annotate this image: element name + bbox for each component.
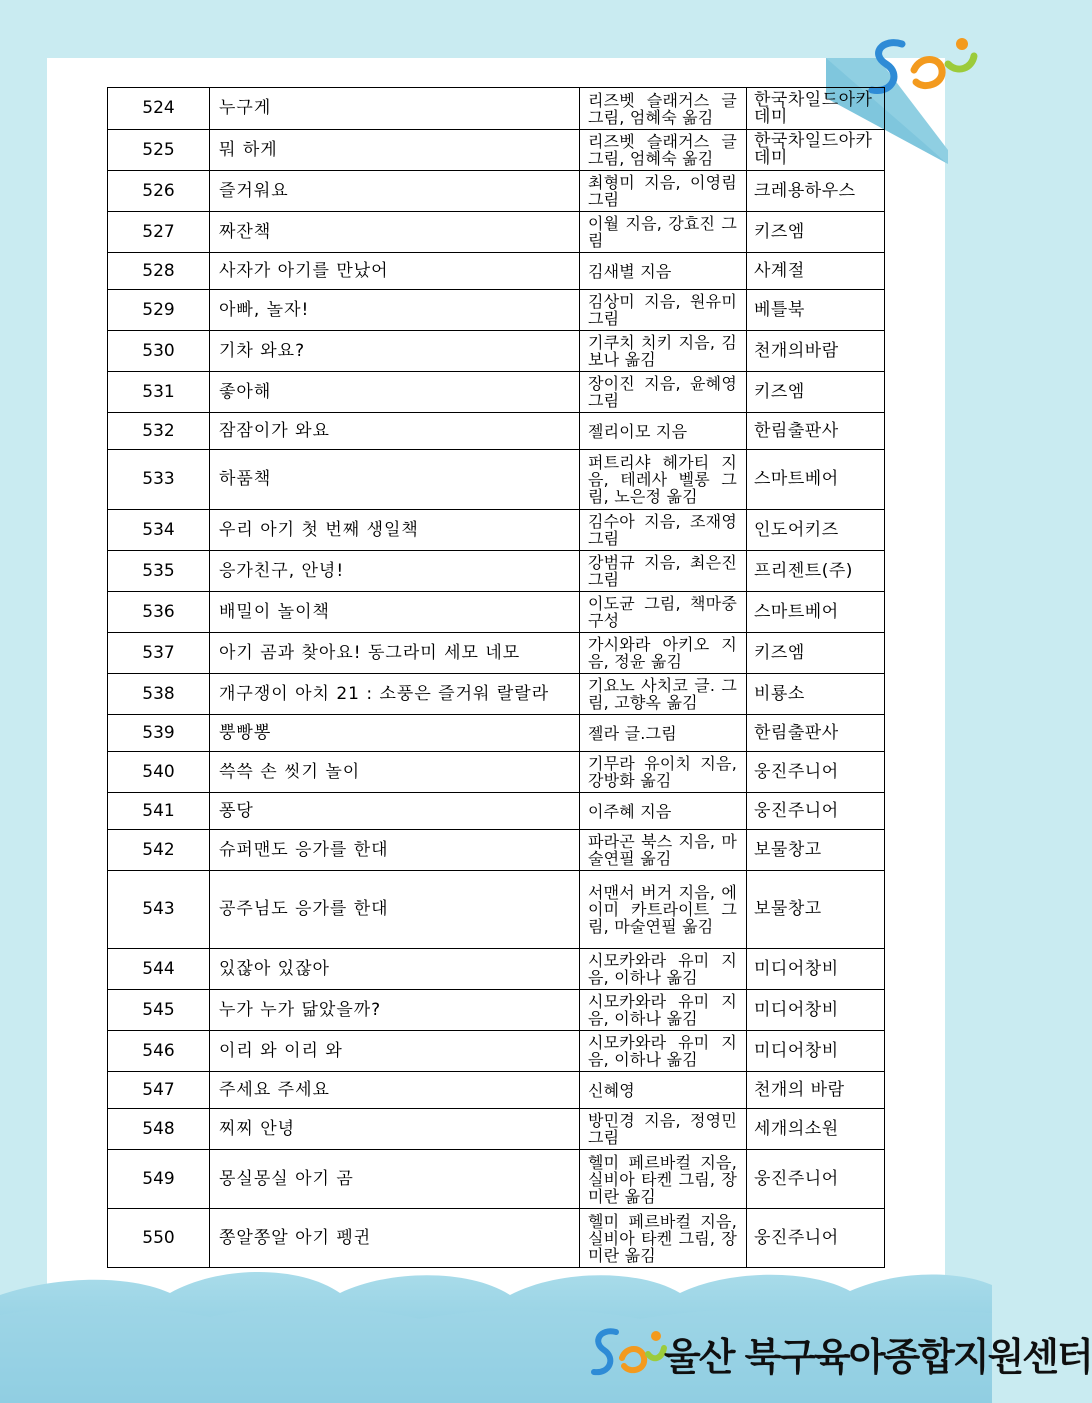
book-number: 532 xyxy=(108,413,210,450)
book-author: 김새별 지음 xyxy=(580,253,747,290)
book-number: 526 xyxy=(108,171,210,212)
book-publisher: 미디어창비 xyxy=(747,949,885,990)
book-number: 547 xyxy=(108,1072,210,1109)
table-row xyxy=(108,171,885,212)
book-number: 529 xyxy=(108,290,210,331)
book-author: 가시와라 아키오 지음, 정윤 옮김 xyxy=(580,633,747,674)
book-number: 525 xyxy=(108,130,210,171)
book-publisher: 키즈엠 xyxy=(747,633,885,674)
book-title: 사자가 아기를 만났어 xyxy=(210,253,580,290)
book-author: 최형미 지음, 이영림 그림 xyxy=(580,171,747,212)
table-row xyxy=(108,212,885,253)
table-row xyxy=(108,331,885,372)
book-title: 쫑알쫑알 아기 펭귄 xyxy=(210,1209,580,1268)
book-title: 뭐 하게 xyxy=(210,130,580,171)
book-author: 서맨서 버거 지음, 에이미 카트라이트 그림, 마술연필 옮김 xyxy=(580,871,747,949)
table-row xyxy=(108,871,885,949)
book-publisher: 인도어키즈 xyxy=(747,510,885,551)
book-author: 리즈벳 슬래거스 글 그림, 엄혜숙 옮김 xyxy=(580,88,747,130)
book-author: 신혜영 xyxy=(580,1072,747,1109)
table-row xyxy=(108,372,885,413)
book-author: 헬미 페르바컬 지음, 실비아 타켄 그림, 장미란 옮김 xyxy=(580,1209,747,1268)
table-row xyxy=(108,413,885,450)
table-row xyxy=(108,752,885,793)
book-title: 누구게 xyxy=(210,88,580,130)
table-row xyxy=(108,1072,885,1109)
book-publisher: 천개의 바람 xyxy=(747,1072,885,1109)
table-row xyxy=(108,450,885,510)
book-publisher: 웅진주니어 xyxy=(747,1209,885,1268)
book-author: 젤리이모 지음 xyxy=(580,413,747,450)
table-row xyxy=(108,793,885,830)
book-publisher: 보물창고 xyxy=(747,830,885,871)
book-title: 잠잠이가 와요 xyxy=(210,413,580,450)
book-number: 527 xyxy=(108,212,210,253)
table-row xyxy=(108,1031,885,1072)
book-title: 배밀이 놀이책 xyxy=(210,592,580,633)
book-number: 530 xyxy=(108,331,210,372)
table-row xyxy=(108,290,885,331)
book-author: 이주혜 지음 xyxy=(580,793,747,830)
book-title: 응가친구, 안녕! xyxy=(210,551,580,592)
book-author: 퍼트리샤 헤가티 지음, 테레사 벨롱 그림, 노은정 옮김 xyxy=(580,450,747,510)
book-author: 기쿠치 치키 지음, 김보나 옮김 xyxy=(580,331,747,372)
book-publisher: 사계절 xyxy=(747,253,885,290)
book-title: 아빠, 놀자! xyxy=(210,290,580,331)
table-row xyxy=(108,1109,885,1150)
book-author: 장이진 지음, 윤혜영 그림 xyxy=(580,372,747,413)
table-row xyxy=(108,949,885,990)
table-row xyxy=(108,551,885,592)
book-number: 533 xyxy=(108,450,210,510)
book-number: 536 xyxy=(108,592,210,633)
book-number: 538 xyxy=(108,674,210,715)
book-title: 우리 아기 첫 번째 생일책 xyxy=(210,510,580,551)
book-author: 시모카와라 유미 지음, 이하나 옮김 xyxy=(580,990,747,1031)
book-publisher: 미디어창비 xyxy=(747,990,885,1031)
book-publisher: 프리젠트(주) xyxy=(747,551,885,592)
book-author: 이월 지음, 강효진 그림 xyxy=(580,212,747,253)
book-publisher: 웅진주니어 xyxy=(747,1150,885,1209)
book-number: 537 xyxy=(108,633,210,674)
book-list-table xyxy=(107,87,885,1268)
book-publisher: 보물창고 xyxy=(747,871,885,949)
book-author: 강범규 지음, 최은진 그림 xyxy=(580,551,747,592)
book-author: 젤라 글.그림 xyxy=(580,715,747,752)
book-author: 파라곤 북스 지음, 마술연필 옮김 xyxy=(580,830,747,871)
book-title: 있잖아 있잖아 xyxy=(210,949,580,990)
book-title: 좋아해 xyxy=(210,372,580,413)
book-publisher: 한림출판사 xyxy=(747,413,885,450)
book-number: 528 xyxy=(108,253,210,290)
book-author: 헬미 페르바컬 지음, 실비아 타켄 그림, 장미란 옮김 xyxy=(580,1150,747,1209)
table-row xyxy=(108,990,885,1031)
book-number: 550 xyxy=(108,1209,210,1268)
book-author: 기요노 사치코 글. 그림, 고향옥 옮김 xyxy=(580,674,747,715)
book-number: 539 xyxy=(108,715,210,752)
book-publisher: 키즈엠 xyxy=(747,372,885,413)
book-publisher: 한국차일드아카데미 xyxy=(747,130,885,171)
book-publisher: 세개의소원 xyxy=(747,1109,885,1150)
book-title: 기차 와요? xyxy=(210,331,580,372)
book-number: 541 xyxy=(108,793,210,830)
book-title: 아기 곰과 찾아요! 동그라미 세모 네모 xyxy=(210,633,580,674)
book-number: 524 xyxy=(108,88,210,130)
book-title: 뿡빵뽕 xyxy=(210,715,580,752)
table-row xyxy=(108,88,885,130)
table-row xyxy=(108,510,885,551)
book-author: 방민경 지음, 정영민 그림 xyxy=(580,1109,747,1150)
book-number: 543 xyxy=(108,871,210,949)
book-title: 주세요 주세요 xyxy=(210,1072,580,1109)
book-author: 김수아 지음, 조재영 그림 xyxy=(580,510,747,551)
book-author: 리즈벳 슬래거스 글 그림, 엄혜숙 옮김 xyxy=(580,130,747,171)
book-number: 535 xyxy=(108,551,210,592)
book-number: 531 xyxy=(108,372,210,413)
book-title: 공주님도 응가를 한대 xyxy=(210,871,580,949)
book-number: 534 xyxy=(108,510,210,551)
book-publisher: 한림출판사 xyxy=(747,715,885,752)
book-number: 549 xyxy=(108,1150,210,1209)
book-title: 슈퍼맨도 응가를 한대 xyxy=(210,830,580,871)
book-author: 이도균 그림, 책마중 구성 xyxy=(580,592,747,633)
table-row xyxy=(108,130,885,171)
table-row xyxy=(108,253,885,290)
book-title: 즐거워요 xyxy=(210,171,580,212)
book-title: 누가 누가 닮았을까? xyxy=(210,990,580,1031)
book-publisher: 크레용하우스 xyxy=(747,171,885,212)
book-publisher: 비룡소 xyxy=(747,674,885,715)
table-row xyxy=(108,633,885,674)
book-publisher: 웅진주니어 xyxy=(747,752,885,793)
book-title: 몽실몽실 아기 곰 xyxy=(210,1150,580,1209)
table-row xyxy=(108,1150,885,1209)
book-author: 시모카와라 유미 지음, 이하나 옮김 xyxy=(580,949,747,990)
table-row xyxy=(108,674,885,715)
book-publisher: 키즈엠 xyxy=(747,212,885,253)
table-row xyxy=(108,715,885,752)
book-publisher: 한국차일드아카데미 xyxy=(747,88,885,130)
book-publisher: 스마트베어 xyxy=(747,450,885,510)
book-author: 시모카와라 유미 지음, 이하나 옮김 xyxy=(580,1031,747,1072)
book-number: 545 xyxy=(108,990,210,1031)
book-number: 548 xyxy=(108,1109,210,1150)
book-title: 쓱쓱 손 씻기 놀이 xyxy=(210,752,580,793)
book-author: 기무라 유이치 지음, 강방화 옮김 xyxy=(580,752,747,793)
book-number: 546 xyxy=(108,1031,210,1072)
table-row xyxy=(108,592,885,633)
book-number: 544 xyxy=(108,949,210,990)
book-publisher: 베틀북 xyxy=(747,290,885,331)
book-title: 하품책 xyxy=(210,450,580,510)
book-title: 찌찌 안녕 xyxy=(210,1109,580,1150)
book-publisher: 천개의바람 xyxy=(747,331,885,372)
footer-org-name: 울산 북구육아종합지원센터 xyxy=(664,1335,1092,1379)
book-title: 이리 와 이리 와 xyxy=(210,1031,580,1072)
book-title: 개구쟁이 아치 21 : 소풍은 즐거워 랄랄라 xyxy=(210,674,580,715)
book-number: 542 xyxy=(108,830,210,871)
book-title: 짜잔책 xyxy=(210,212,580,253)
book-publisher: 스마트베어 xyxy=(747,592,885,633)
book-author: 김상미 지음, 원유미 그림 xyxy=(580,290,747,331)
book-number: 540 xyxy=(108,752,210,793)
book-publisher: 미디어창비 xyxy=(747,1031,885,1072)
book-title: 퐁당 xyxy=(210,793,580,830)
table-row xyxy=(108,830,885,871)
book-publisher: 웅진주니어 xyxy=(747,793,885,830)
